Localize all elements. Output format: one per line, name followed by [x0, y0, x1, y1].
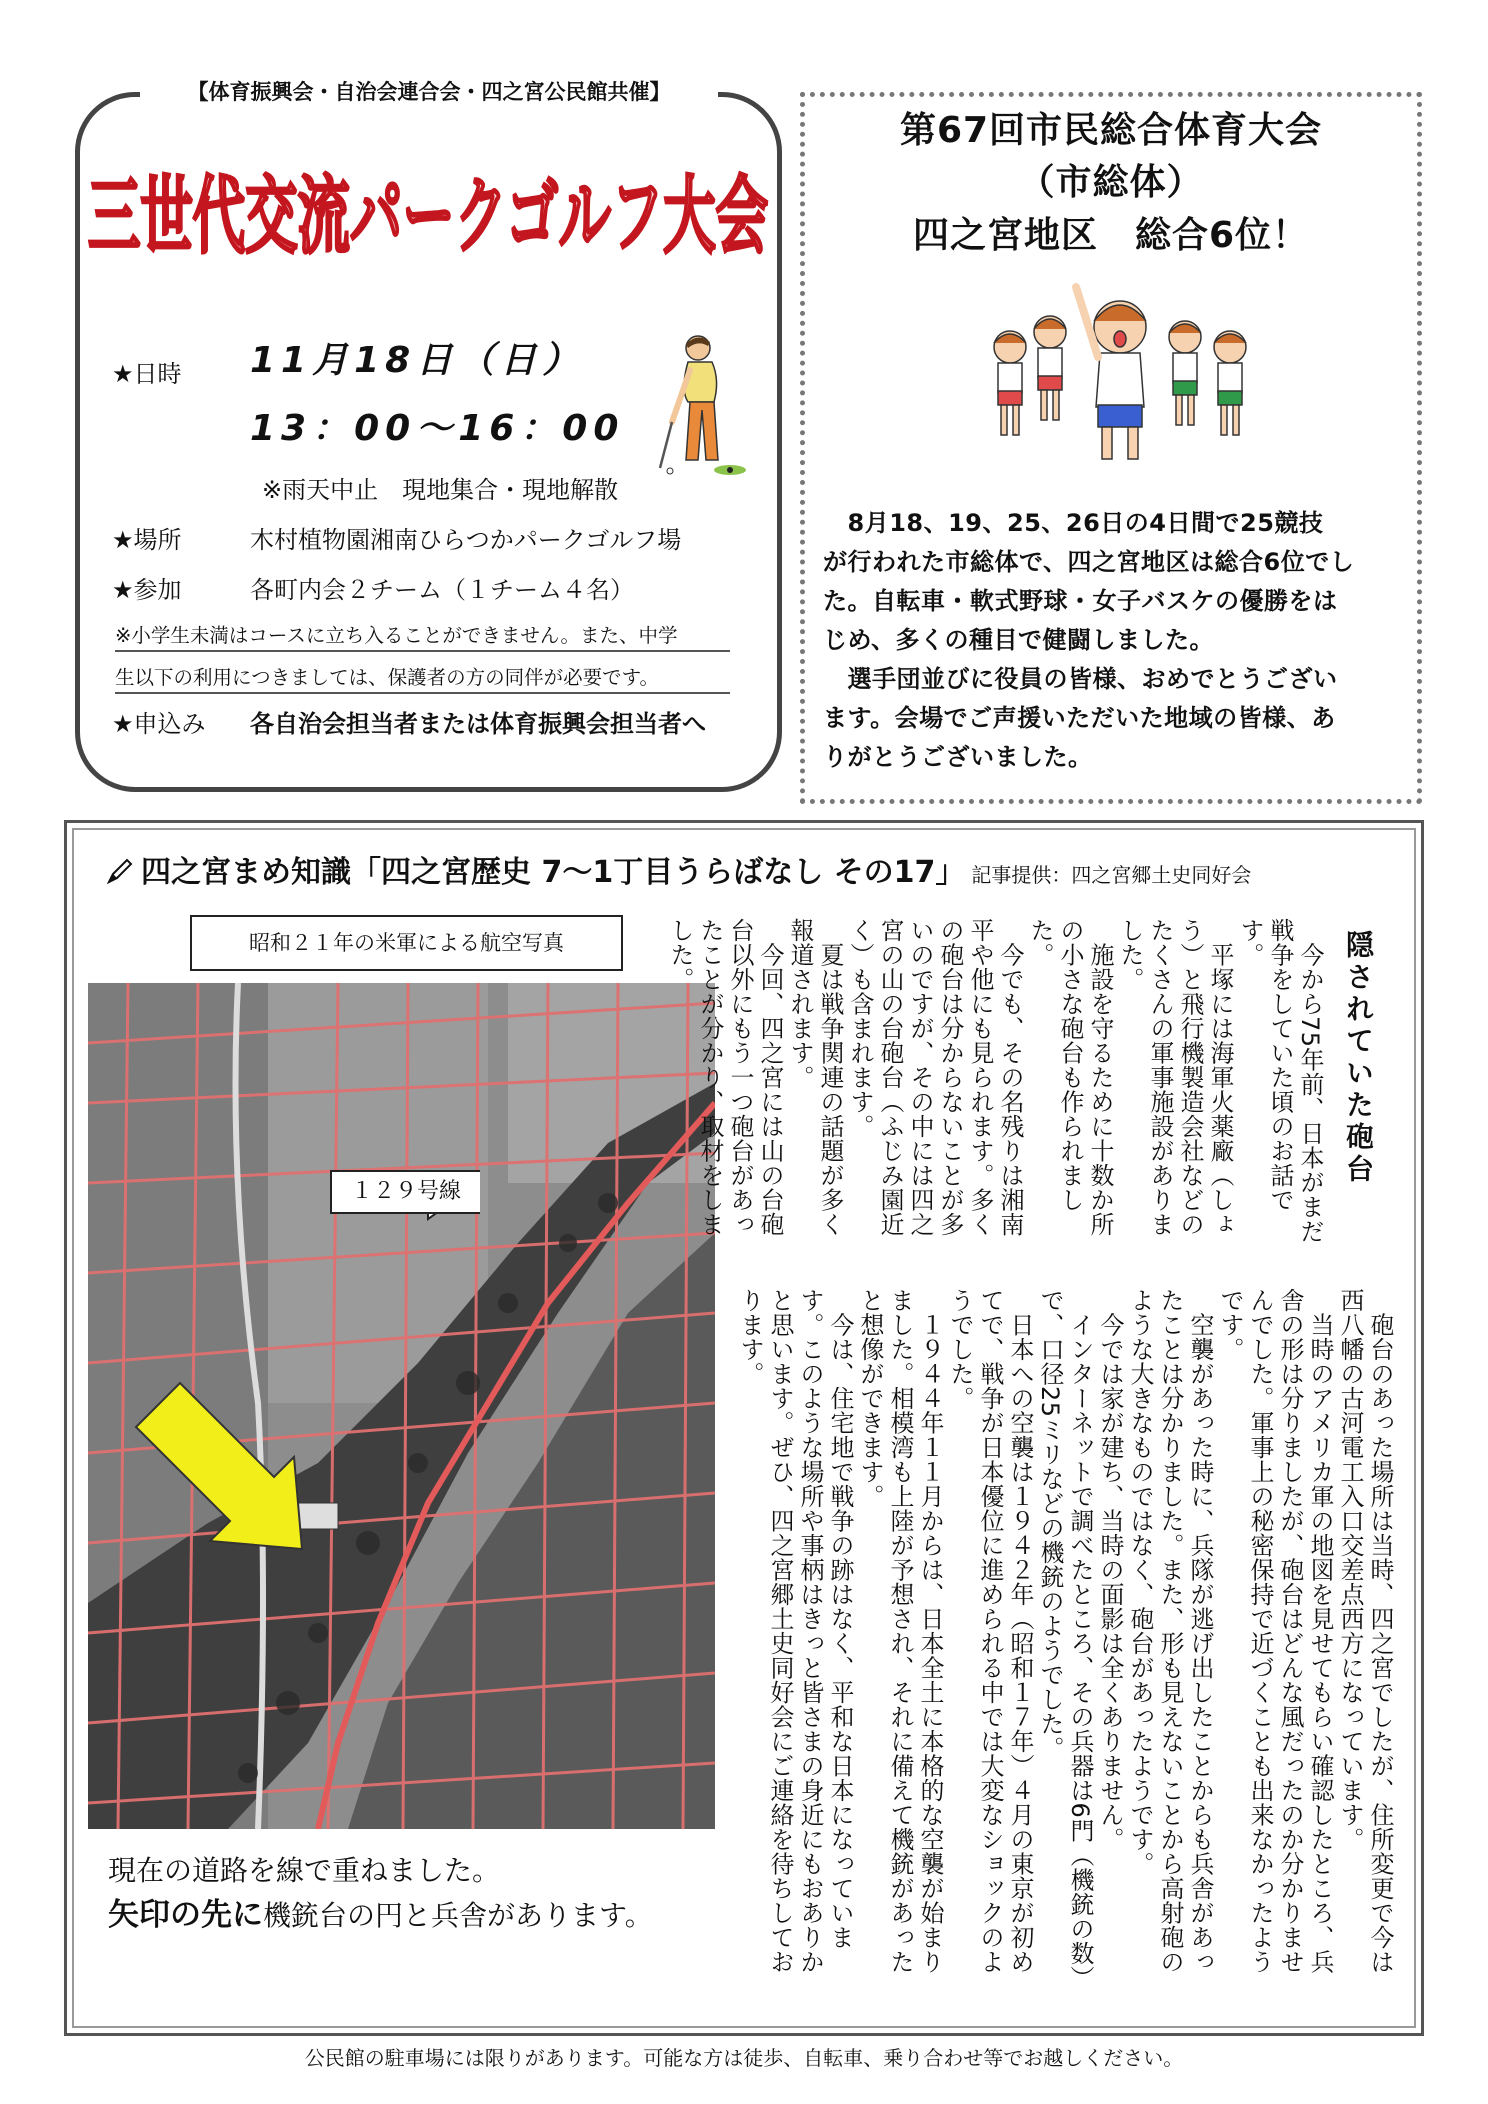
article-lower-text: 砲台のあった場所は当時、四之宮でしたが、住所変更で今は西八幡の古河電工入口交差点西方になっています。 当時のアメリカ軍の地図を見せてもらい確認したところ、兵舎の形は分りましたが、砲台はどんな風だったのか分かりませんでした。軍事上の秘密保持で近づくことも出来なかったようです。 空襲があった時に、兵隊が逃げ出したことからも兵舎があったことは分かりました。また、形も見えないことから高射砲のような大きなものではなく、砲台があったようです。 今では家が建ち、当時の面影は全くありません。 インターネットで調べたところ、その兵器は6門（機銃の数）で、口径25ミリなどの機銃のようでした。 日本への空襲は１９４２年（昭和１７年）４月の東京が初めてで、戦争が日本優位に進められる中では大変なショックのようでした。 １９４４年１１月からは、日本全土に本格的な空襲が始まりました。相模湾も上陸が予想され、それに備えて機銃があったと想像ができます。 今は、住宅地で戦争の跡はなく、平和な日本になっています。このような場所や事柄はきっと皆さまの身近にもおありかと思います。ぜひ、四之宮郷土史同好会にご連絡を待ちしております。	[736, 1288, 1394, 1978]
apply-label: ★申込み	[112, 710, 206, 738]
footer-note: 公民館の駐車場には限りがあります。可能な方は徒歩、自転車、乗り合わせ等でお越しください。	[304, 2046, 1184, 2070]
sports-title-2: （市総体）	[1018, 162, 1204, 203]
sports-body-line: が行われた市総体で、四之宮地区は総合6位でし	[823, 548, 1355, 576]
sports-result-box	[800, 92, 1422, 804]
rain-note: ※雨天中止 現地集合・現地解散	[262, 476, 619, 504]
time-value: 13：00～16：00	[250, 408, 625, 449]
sports-body-line: じめ、多くの種目で健闘しました。	[823, 626, 1215, 654]
photo-note-emphasis: 矢印の先に	[108, 1897, 263, 1933]
sports-body-line: ます。会場でご声援いただいた地域の皆様、あ	[823, 704, 1336, 732]
photo-note-line-2	[108, 1896, 653, 1935]
history-heading	[105, 848, 1251, 898]
sports-body-line: た。自転車・軟式野球・女子バスケの優勝をは	[823, 587, 1338, 615]
note-line-2: 生以下の利用につきましては、保護者の方の同伴が必要です。	[115, 664, 730, 694]
photo-caption: 昭和２１年の米軍による航空写真	[190, 915, 623, 971]
join-label: ★参加	[112, 576, 182, 604]
article-vertical-title: 隠されていた砲台	[1342, 930, 1375, 1186]
aerial-photo	[88, 983, 715, 1829]
sports-body-line: りがとうございました。	[823, 743, 1093, 771]
join-value: 各町内会２チーム（１チーム４名）	[250, 576, 634, 604]
photo-note-rest: 機銃台の円と兵舎があります。	[263, 1899, 653, 1932]
sports-body-line: 選手団並びに役員の皆様、おめでとうござい	[823, 665, 1338, 693]
place-label: ★場所	[112, 526, 182, 554]
pencil-icon	[105, 856, 135, 886]
article-upper-text: 今から75年前、日本がまだ戦争をしていた頃のお話です。 平塚には海軍火薬廠（しょう）と飛行機製造会社などのたくさんの軍事施設がありました。 施設を守るために十数か所の小さな砲台も作られました。 今でも、その名残りは湘南平や他にも見られます。多くの砲台は分からないことが多いのですが、その中には四之宮の山の台砲台（ふじみ園近く）も含まれます。 夏は戦争関連の話題が多く報道されます。 今回、四之宮には山の台砲台以外にもう一つ砲台があったことが分かり、取材をしました。	[666, 918, 1324, 1244]
apply-value: 各自治会担当者または体育振興会担当者へ	[250, 710, 706, 738]
photo-note-line-1: 現在の道路を線で重ねました。	[108, 1854, 501, 1887]
road-label: １２９号線	[330, 1170, 480, 1214]
golfer-illustration	[650, 330, 760, 480]
date-label: ★日時	[112, 360, 182, 388]
golf-title	[78, 150, 778, 270]
date-value: 11月18日（日）	[250, 340, 585, 381]
sports-body-line: 8月18、19、25、26日の4日間で25競技	[823, 509, 1324, 537]
note-line-1: ※小学生未満はコースに立ち入ることができません。また、中学	[115, 622, 730, 652]
golf-sponsor-line: 【体育振興会・自治会連合会・四之宮公民館共催】	[140, 78, 718, 106]
place-value: 木村植物園湘南ひらつかパークゴルフ場	[250, 526, 682, 554]
sports-title-1: 第67回市民総合体育大会	[899, 110, 1323, 151]
history-credit: 記事提供：四之宮郷土史同好会	[971, 863, 1252, 887]
kids-illustration	[980, 277, 1260, 467]
golf-title-text: 三世代交流パークゴルフ大会	[88, 167, 768, 265]
history-heading-text: 四之宮まめ知識「四之宮歴史 7～1丁目うらばなし その17」	[141, 855, 966, 890]
sports-title-3: 四之宮地区 総合6位！	[912, 215, 1310, 256]
